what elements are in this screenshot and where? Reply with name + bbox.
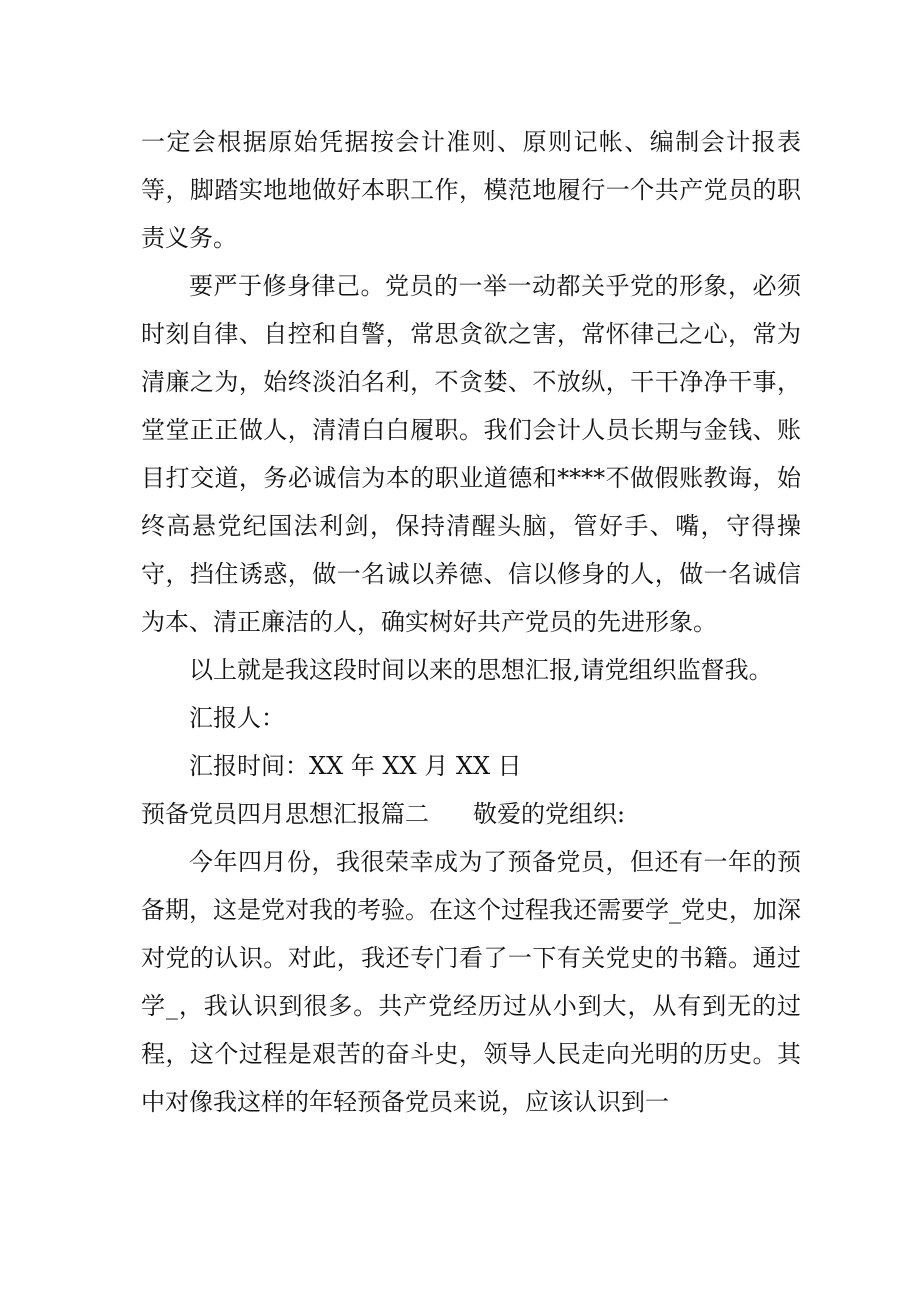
document-body — [141, 118, 801, 1126]
paragraph-duties: 一定会根据原始凭据按会计准则、原则记帐、编制会计报表等，脚踏实地地做好本职工作，模范地履行一个共产党员的职责义务。 — [141, 128, 801, 252]
paragraph-april-report: 今年四月份，我很荣幸成为了预备党员，但还有一年的预备期，这是党对我的考验。在这个过程我还需要学_党史，加深对党的认识。对此，我还专门看了一下有关党史的书籍。通过学_，我认识到很多。共产党经历过从小到大，从有到无的过程，这个过程是艰苦的奋斗史，领导人民走向光明的历史。其中对像我这样的年轻预备党员来说，应该认识到一 — [141, 848, 801, 1116]
salutation: 敬爱的党组织: — [473, 800, 626, 828]
report-date-line: 汇报时间：XX 年 XX 月 XX 日 — [189, 752, 522, 780]
paragraph-self-discipline: 要严于修身律己。党员的一举一动都关乎党的形象，必须时刻自律、自控和自警，常思贪欲之害，常怀律己之心，常为清廉之为，始终淡泊名利，不贪婪、不放纵，干干净净干事，堂堂正正做人，清清白白履职。我们会计人员长期与金钱、账目打交道，务必诚信为本的职业道德和****不做假账教诲，始终高悬党纪国法利剑，保持清醒头脑，管好手、嘴，守得操守，挡住诱惑，做一名诚以养德、信以修身的人，做一名诚信为本、清正廉洁的人，确实树好共产党员的先进形象。 — [141, 272, 801, 636]
paragraph-closing: 以上就是我这段时间以来的思想汇报,请党组织监督我。 — [189, 656, 773, 684]
section-title: 预备党员四月思想汇报篇二 — [141, 800, 429, 828]
reporter-line: 汇报人： — [189, 704, 285, 732]
section-heading-line — [141, 790, 801, 838]
